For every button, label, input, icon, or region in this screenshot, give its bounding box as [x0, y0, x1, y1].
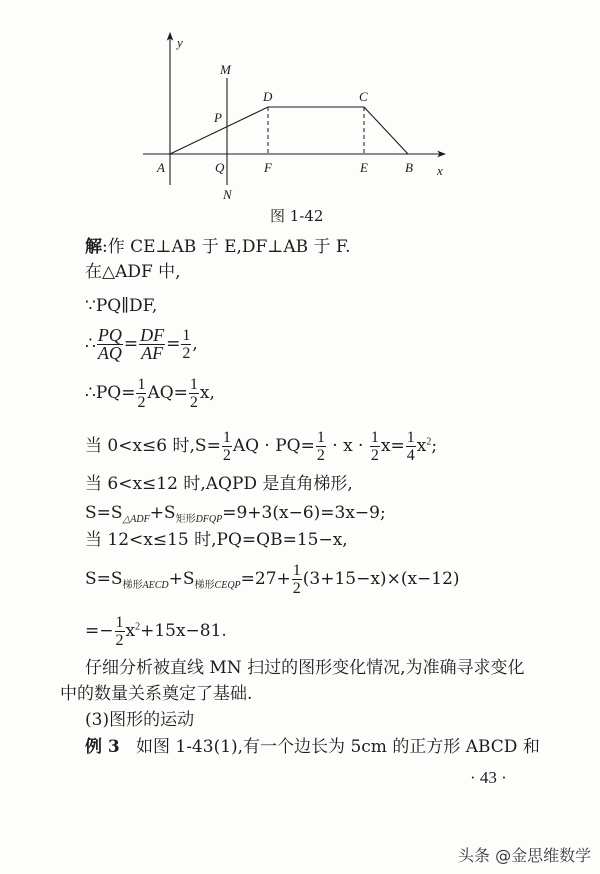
case-2-equation: $S=S_{\triangle ADF}+S_{矩形DFQP}=9+3(x-6)=3x-9$; — [85, 503, 386, 525]
solution-line-2: 在△ADF 中, — [85, 262, 181, 282]
coordinate-figure — [0, 0, 600, 230]
fraction-half: $\frac{1}{2}$ — [222, 429, 231, 464]
label-x: x — [437, 163, 443, 178]
remark-line-1: 仔细分析被直线 MN 扫过的图形变化情况,为准确寻求变化 — [85, 658, 525, 678]
case-3-line: 当 12<x≤15 时,PQ=QB=15−x, — [85, 530, 348, 550]
label-b: B — [405, 160, 413, 175]
case-3-result: =− $\frac{1}{2}$ $x^2+15x-81$. — [85, 614, 227, 649]
fraction-quarter: $\frac{1}{4}$ — [406, 429, 415, 464]
example-text: 如图 1-43(1),有一个边长为 5cm 的正方形 ABCD 和 — [135, 737, 540, 757]
solution-line-5: ∴PQ= $\frac{1}{2}$ AQ= $\frac{1}{2}$ x, — [85, 376, 215, 411]
page-number: · 43 · — [470, 768, 507, 787]
fraction-half: $\frac{1}{2}$ — [316, 429, 325, 464]
remark-line-2: 中的数量关系奠定了基础. — [60, 684, 253, 704]
case-1-line: 当 0<x≤6 时,S= $\frac{1}{2}$ AQ · PQ= $\frac{1}{2}$ · x · $\frac{1}{2}$ x= $\frac{1}{4}$ $x^2$; — [85, 429, 438, 464]
label-m: M — [220, 62, 231, 77]
fraction-half: $\frac{1}{2}$ — [137, 376, 146, 411]
solution-label: 解 — [85, 237, 102, 257]
label-c: C — [359, 89, 368, 104]
fraction-half: $\frac{1}{2}$ — [292, 562, 301, 597]
label-e: E — [360, 160, 368, 175]
example-line — [85, 737, 540, 757]
case-2-line: 当 6<x≤12 时,AQPD 是直角梯形, — [85, 474, 353, 494]
therefore-symbol: ∴ — [85, 334, 96, 354]
label-y: y — [177, 35, 183, 50]
label-n: N — [223, 187, 232, 202]
fraction-half: $\frac{1}{2}$ — [189, 376, 198, 411]
label-q: Q — [215, 160, 225, 175]
label-d: D — [263, 89, 273, 104]
section-title: (3)图形的运动 — [85, 710, 195, 730]
label-a: A — [157, 160, 165, 175]
solution-text: :作 CE⊥AB 于 E,DF⊥AB 于 F. — [102, 237, 351, 257]
figure-caption: 图 1-42 — [270, 207, 324, 225]
solution-line-4: ∴ $\frac{PQ}{AQ}$ = $\frac{DF}{AF}$ = $\frac{1}{2}$ , — [85, 325, 198, 363]
trapezoid-adcb — [170, 107, 408, 154]
fraction-half: $\frac{1}{2}$ — [115, 614, 124, 649]
fraction-half: $\frac{1}{2}$ — [370, 429, 379, 464]
fraction-pq-aq: $\frac{PQ}{AQ}$ — [97, 325, 122, 363]
watermark: 头条 @金思维数学 — [458, 846, 592, 865]
fraction-df-af: $\frac{DF}{AF}$ — [140, 325, 165, 363]
solution-line-1 — [85, 237, 350, 257]
solution-line-3: ∵PQ∥DF, — [85, 296, 158, 316]
example-label: 例 3 — [85, 737, 120, 757]
label-f: F — [264, 160, 272, 175]
case-3-equation: $S=S_{梯形AECD}+S_{梯形CEQP}=27+$ $\frac{1}{2}$ (3+15−x)×(x−12) — [85, 562, 460, 597]
label-p: P — [214, 110, 222, 125]
fraction-half: $\frac{1}{2}$ — [182, 327, 191, 362]
